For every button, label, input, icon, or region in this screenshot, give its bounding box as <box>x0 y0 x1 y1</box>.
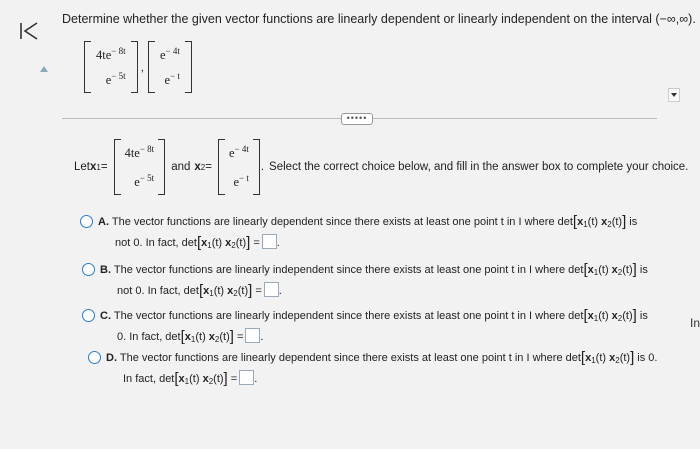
scroll-up-arrow-icon[interactable] <box>40 66 48 72</box>
choice-a-radio[interactable] <box>80 215 93 228</box>
choice-a-answer-box[interactable] <box>262 234 277 249</box>
x1-entry1-base: 4te <box>124 146 140 160</box>
vec1-entry1-base: 4te <box>96 48 112 62</box>
x2-entry1-exp: − 4t <box>234 144 249 154</box>
vec2-entry1-base: e <box>159 48 166 62</box>
choice-c-letter: C. <box>100 310 111 322</box>
vector-definition: Let x 1 = $4te^{- 8t}$ $e^{- 5t}$ and x 2 = $e^{- 4t}$ $e^{- t}$ . Select the correct choice below, and fill in the answer box to complete your choice. <box>74 140 688 194</box>
choice-b-radio[interactable] <box>82 263 95 276</box>
vec1-entry2-exp: − 5t <box>111 71 126 81</box>
x2-vector <box>225 144 253 190</box>
side-panel-text: In <box>689 316 700 330</box>
choice-a-text: The vector functions are linearly dependent since there exists at least one point t in I where det <box>111 216 573 228</box>
let-label: Let <box>74 161 90 173</box>
given-vectors <box>84 40 192 94</box>
vec2-entry1-exp: − 4t <box>165 46 180 56</box>
vec2-entry2-exp: − t <box>170 71 180 81</box>
choice-b-line2: not 0. In fact, det <box>117 285 199 297</box>
choice-d-text: The vector functions are linearly dependent since there exists at least one point t in I where det <box>119 352 581 364</box>
scroll-down-arrow-icon[interactable] <box>668 88 680 102</box>
choice-c-answer-box[interactable] <box>245 328 260 343</box>
x1-vector <box>121 144 159 190</box>
and-label: and <box>171 161 191 173</box>
x1-entry2-base: e <box>134 175 140 189</box>
expand-dots-button[interactable]: ••••• <box>341 113 373 125</box>
choice-d-letter: D. <box>106 352 117 364</box>
vec1-entry2-base: e <box>105 73 112 87</box>
vector-separator: , <box>140 60 144 74</box>
choice-a-letter: A. <box>98 216 109 228</box>
x1-symbol: x <box>90 161 97 173</box>
x2-entry2-exp: − t <box>239 173 249 183</box>
choice-b-answer-box[interactable] <box>264 282 279 297</box>
choice-c-line2: 0. In fact, det <box>117 331 181 343</box>
x1-entry1-exp: − 8t <box>139 144 155 154</box>
x2-subscript: 2 <box>200 162 206 172</box>
vec2-entry2-base: e <box>164 73 171 87</box>
x2-entry1-base: e <box>228 146 235 160</box>
question-text: Determine whether the given vector functions are linearly dependent or linearly independent on the interval (−∞,∞). <box>62 12 696 26</box>
choice-c-radio[interactable] <box>82 309 95 322</box>
vector-1-entries <box>91 46 131 88</box>
x2-equals: = <box>205 161 212 173</box>
x1-subscript: 1 <box>96 162 101 172</box>
back-arrow-icon[interactable] <box>18 20 40 42</box>
x2-entry2-base: e <box>233 175 240 189</box>
choice-c-text: The vector functions are linearly independent since there exists at least one point t in I where det <box>113 310 584 322</box>
x2-symbol: x <box>194 161 201 173</box>
vector-2-entries <box>155 46 185 88</box>
choice-a-line2: not 0. In fact, det <box>115 237 197 249</box>
x1-entry2-exp: − 5t <box>139 173 155 183</box>
choice-d-line2: In fact, det <box>123 373 175 385</box>
vec1-entry1-exp: − 8t <box>111 46 126 56</box>
choice-d-radio[interactable] <box>88 351 101 364</box>
choice-b-text: The vector functions are linearly independent since there exists at least one point t in I where det <box>113 264 584 276</box>
choice-d-answer-box[interactable] <box>239 370 254 385</box>
choice-b-letter: B. <box>100 264 111 276</box>
instruction-text: Select the correct choice below, and fill in the answer box to complete your choice. <box>269 161 689 173</box>
x1-equals: = <box>100 161 108 173</box>
